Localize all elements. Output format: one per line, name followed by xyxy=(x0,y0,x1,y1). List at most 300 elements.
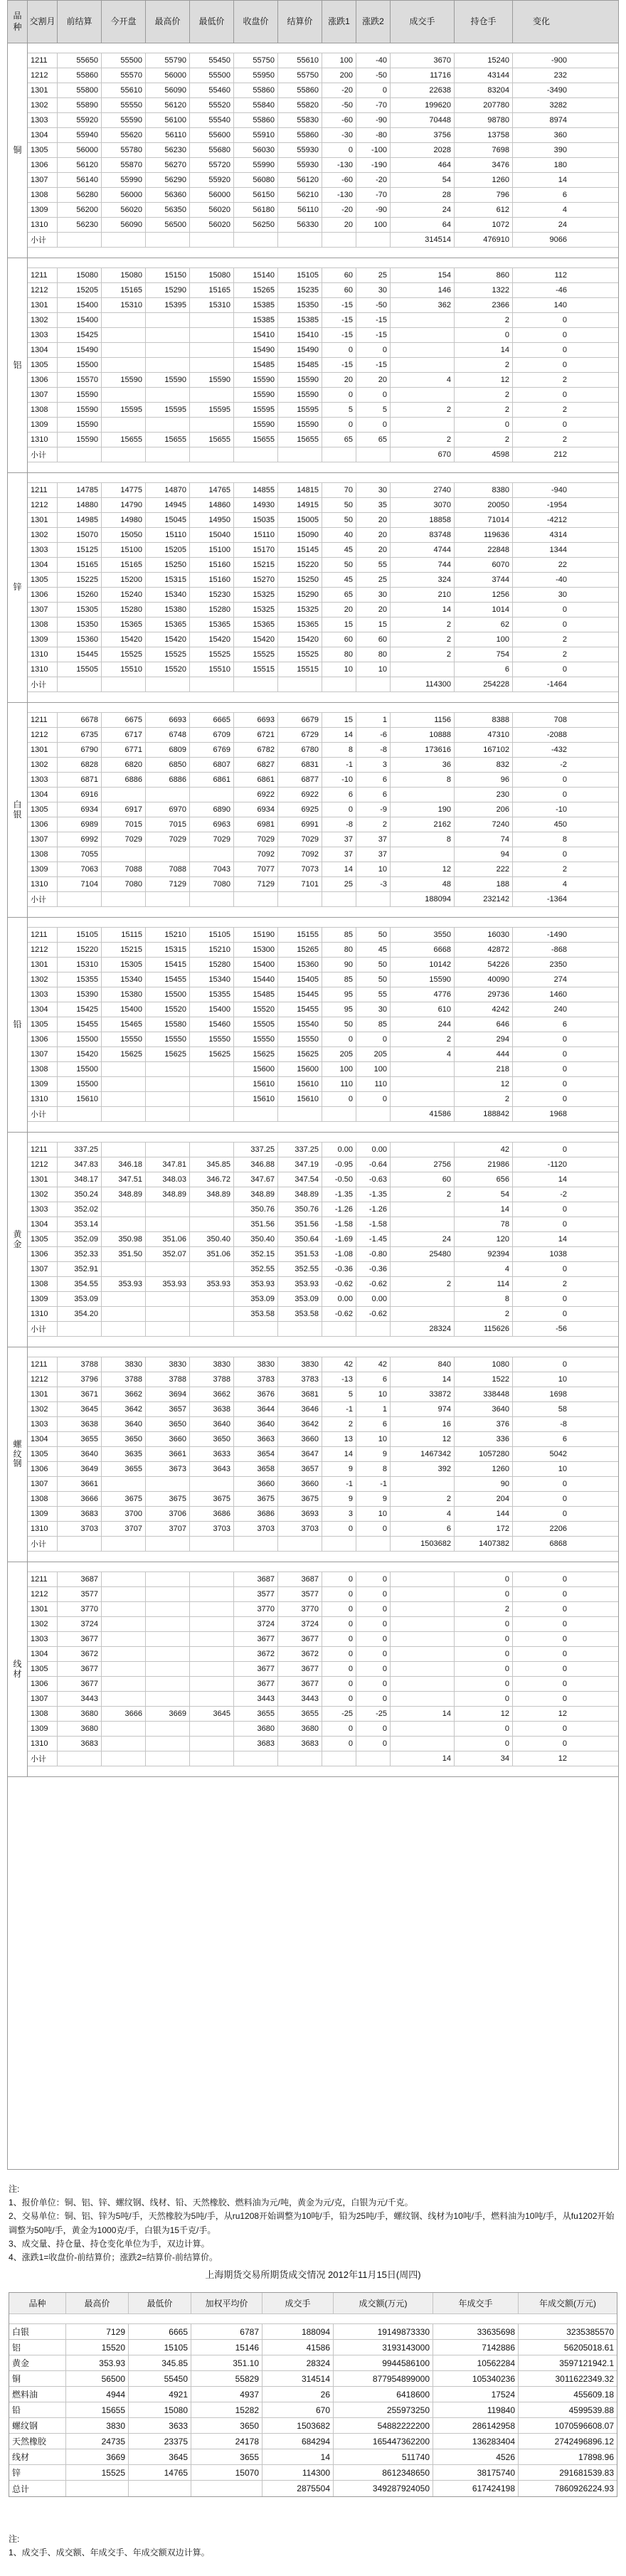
table-cell: 6709 xyxy=(190,728,234,742)
table-cell: 0 xyxy=(455,1722,513,1736)
table-cell: 188094 xyxy=(391,892,455,906)
table-cell xyxy=(102,1692,146,1706)
table-row xyxy=(28,1617,618,1632)
table-cell xyxy=(234,447,278,462)
spacer-row xyxy=(28,1337,618,1347)
table-cell: 24 xyxy=(391,203,455,217)
table-cell: 392 xyxy=(391,1462,455,1476)
column-header: 涨跌2 xyxy=(356,1,391,43)
table-cell: 612 xyxy=(455,203,513,217)
summary-cell: 铜 xyxy=(9,2371,66,2386)
table-cell xyxy=(278,1107,322,1121)
table-cell: 15590 xyxy=(58,433,102,447)
table-cell: 1309 xyxy=(28,203,58,217)
table-cell: 12 xyxy=(558,1710,567,1718)
table-cell: 1306 xyxy=(28,817,58,832)
table-cell: 1307 xyxy=(28,832,58,847)
table-cell: 2 xyxy=(356,817,391,832)
table-cell: 15355 xyxy=(58,972,102,987)
table-cell: 20 xyxy=(356,543,391,557)
summary-cell xyxy=(191,2481,262,2496)
table-cell: 351.50 xyxy=(102,1247,146,1261)
table-cell: 15590 xyxy=(391,972,455,987)
table-cell: 1211 xyxy=(28,53,58,68)
table-cell: 347.81 xyxy=(146,1157,190,1172)
table-cell: 1309 xyxy=(28,418,58,432)
table-cell: 15420 xyxy=(146,632,190,647)
spacer-row xyxy=(28,1766,618,1776)
table-cell: 324 xyxy=(391,573,455,587)
table-row xyxy=(28,173,618,188)
table-cell: 1301 xyxy=(28,743,58,757)
table-cell: 3657 xyxy=(278,1462,322,1476)
table-cell: 3672 xyxy=(58,1647,102,1661)
table-cell: 15490 xyxy=(234,343,278,357)
table-cell: 350.40 xyxy=(234,1232,278,1246)
summary-cell: 8612348650 xyxy=(334,2465,433,2480)
summary-cell: 4937 xyxy=(191,2387,262,2402)
table-cell: 47310 xyxy=(455,728,513,742)
table-cell: 119636 xyxy=(455,528,513,542)
table-cell: 4 xyxy=(562,880,567,889)
table-cell: 71014 xyxy=(455,513,513,527)
table-cell: 353.14 xyxy=(58,1217,102,1231)
table-cell: 15460 xyxy=(190,1017,234,1032)
table-cell: 55620 xyxy=(102,128,146,142)
table-cell xyxy=(190,1722,234,1736)
table-cell: 0 xyxy=(562,790,567,799)
table-cell: 7063 xyxy=(58,862,102,876)
table-cell: 3724 xyxy=(58,1617,102,1631)
table-cell xyxy=(391,1262,455,1276)
table-cell: 15550 xyxy=(190,1032,234,1046)
table-row xyxy=(28,1632,618,1647)
table-cell: 30 xyxy=(356,483,391,497)
table-cell: 14 xyxy=(558,1175,567,1184)
table-cell: 353.93 xyxy=(234,1277,278,1291)
table-cell: -1.69 xyxy=(322,1232,356,1246)
table-cell: 3693 xyxy=(278,1507,322,1521)
summary-cell: 1503682 xyxy=(262,2418,334,2433)
product-section xyxy=(8,1562,618,1777)
products-container xyxy=(8,43,618,1777)
table-cell: 1307 xyxy=(28,603,58,617)
table-cell: 222 xyxy=(455,862,513,876)
table-cell: 35 xyxy=(356,498,391,512)
table-row xyxy=(28,143,618,158)
table-row xyxy=(28,1172,618,1187)
table-cell xyxy=(391,1077,455,1091)
summary-cell: 燃料油 xyxy=(9,2387,66,2402)
table-cell: 45 xyxy=(356,943,391,957)
table-cell xyxy=(146,1322,190,1336)
table-cell xyxy=(190,1292,234,1306)
table-cell xyxy=(391,1677,455,1691)
table-cell: 10 xyxy=(356,1432,391,1446)
table-cell: 74 xyxy=(455,832,513,847)
table-cell: 2162 xyxy=(391,817,455,832)
table-cell: 15595 xyxy=(278,403,322,417)
summary-row xyxy=(9,2418,617,2434)
table-cell xyxy=(190,1322,234,1336)
table-cell: 15305 xyxy=(58,603,102,617)
table-cell: 14 xyxy=(558,176,567,184)
table-cell: -60 xyxy=(322,113,356,127)
table-cell: 41586 xyxy=(391,1107,455,1121)
table-cell: 6871 xyxy=(58,773,102,787)
summary-cell: 314514 xyxy=(262,2371,334,2386)
table-cell: 1302 xyxy=(28,758,58,772)
table-cell: 25480 xyxy=(391,1247,455,1261)
summary-cell: 4944 xyxy=(66,2387,129,2402)
table-cell xyxy=(146,1092,190,1106)
table-cell: 15590 xyxy=(190,373,234,387)
table-cell: 1305 xyxy=(28,358,58,372)
table-cell: 1212 xyxy=(28,1372,58,1387)
table-cell: 6 xyxy=(356,1417,391,1431)
table-cell: 0 xyxy=(322,418,356,432)
table-cell: 3788 xyxy=(58,1357,102,1372)
table-cell: 15100 xyxy=(102,543,146,557)
table-cell xyxy=(190,1647,234,1661)
table-cell: 6991 xyxy=(278,817,322,832)
table-cell xyxy=(391,1587,455,1601)
table-cell: 3677 xyxy=(58,1677,102,1691)
table-cell: 0 xyxy=(562,1295,567,1303)
table-cell: 2 xyxy=(562,865,567,874)
table-cell: 6 xyxy=(356,773,391,787)
table-cell: 15050 xyxy=(102,528,146,542)
table-cell: 56020 xyxy=(102,203,146,217)
table-cell: 1306 xyxy=(28,1032,58,1046)
table-cell: -2088 xyxy=(546,731,567,739)
table-cell: 3645 xyxy=(58,1402,102,1416)
table-cell: 85 xyxy=(322,972,356,987)
table-row xyxy=(28,1462,618,1477)
table-cell: 1307 xyxy=(28,1477,58,1491)
spacer-row xyxy=(28,43,618,53)
table-cell: 3675 xyxy=(146,1492,190,1506)
table-cell: 1309 xyxy=(28,1507,58,1521)
table-cell: 10 xyxy=(558,1375,567,1384)
table-cell: 20 xyxy=(356,373,391,387)
table-cell: 1305 xyxy=(28,1017,58,1032)
table-row xyxy=(28,558,618,573)
table-cell: 3683 xyxy=(58,1737,102,1751)
table-cell: 0.00 xyxy=(356,1292,391,1306)
table-cell: 15380 xyxy=(102,987,146,1002)
table-cell: 1309 xyxy=(28,862,58,876)
table-cell: 15610 xyxy=(278,1092,322,1106)
table-cell xyxy=(146,1477,190,1491)
table-cell: 3660 xyxy=(234,1477,278,1491)
table-cell: 60 xyxy=(322,283,356,297)
table-cell: 6890 xyxy=(190,802,234,817)
table-cell: 9 xyxy=(322,1462,356,1476)
table-cell: 55860 xyxy=(234,83,278,97)
table-row xyxy=(28,1387,618,1402)
table-cell: 0 xyxy=(562,1510,567,1518)
summary-cell: 55829 xyxy=(191,2371,262,2386)
table-cell: 3706 xyxy=(146,1507,190,1521)
summary-cell: 3830 xyxy=(66,2418,129,2433)
summary-cell: 684294 xyxy=(262,2434,334,2449)
table-cell: 1310 xyxy=(28,662,58,677)
table-row xyxy=(28,1157,618,1172)
table-cell: 15520 xyxy=(146,1002,190,1017)
table-cell: 0 xyxy=(322,1587,356,1601)
table-cell: 55930 xyxy=(278,143,322,157)
table-row xyxy=(28,1677,618,1692)
summary-row xyxy=(9,2434,617,2449)
table-row xyxy=(28,83,618,98)
table-cell: 3677 xyxy=(58,1662,102,1676)
table-row xyxy=(28,788,618,802)
table-cell xyxy=(190,1202,234,1217)
table-cell xyxy=(190,1307,234,1321)
table-cell: 55990 xyxy=(234,158,278,172)
table-cell: 15625 xyxy=(146,1047,190,1061)
table-row xyxy=(28,1187,618,1202)
summary-row xyxy=(9,2324,617,2340)
table-cell: 2 xyxy=(562,650,567,659)
table-cell: 1310 xyxy=(28,647,58,662)
table-cell xyxy=(278,447,322,462)
product-section xyxy=(8,43,618,258)
table-row xyxy=(28,832,618,847)
table-cell: 708 xyxy=(553,716,567,724)
table-cell: 7101 xyxy=(278,877,322,891)
table-cell: 20050 xyxy=(455,498,513,512)
table-cell: 100 xyxy=(356,1062,391,1076)
table-cell: -0.64 xyxy=(356,1157,391,1172)
table-cell: 15070 xyxy=(58,528,102,542)
table-cell: 56280 xyxy=(58,188,102,202)
table-cell: 0 xyxy=(356,1092,391,1106)
table-cell: 3649 xyxy=(58,1462,102,1476)
table-cell: 92394 xyxy=(455,1247,513,1261)
table-cell: 188 xyxy=(455,877,513,891)
table-cell xyxy=(102,1202,146,1217)
table-cell: 34 xyxy=(455,1751,513,1766)
table-cell: 6721 xyxy=(234,728,278,742)
notes-section xyxy=(9,2183,617,2264)
table-cell: 55680 xyxy=(190,143,234,157)
table-cell xyxy=(391,1632,455,1646)
table-cell xyxy=(146,1307,190,1321)
product-section xyxy=(8,258,618,473)
table-cell xyxy=(356,677,391,691)
table-row xyxy=(28,513,618,528)
summary-cell: 4921 xyxy=(129,2387,191,2402)
table-cell: 3703 xyxy=(234,1522,278,1536)
table-cell: 6693 xyxy=(234,713,278,727)
table-cell: 1301 xyxy=(28,83,58,97)
table-cell: 0 xyxy=(322,343,356,357)
table-cell: 1212 xyxy=(28,1157,58,1172)
table-cell: 15580 xyxy=(146,1017,190,1032)
table-cell: 6989 xyxy=(58,817,102,832)
table-cell: 1304 xyxy=(28,1432,58,1446)
table-cell: 3677 xyxy=(234,1632,278,1646)
table-cell xyxy=(322,233,356,247)
table-cell: -1120 xyxy=(547,1160,567,1169)
table-cell: 15610 xyxy=(278,1077,322,1091)
table-cell: 56230 xyxy=(58,218,102,232)
table-row xyxy=(28,817,618,832)
table-cell: 9066 xyxy=(549,235,567,244)
table-cell xyxy=(391,1572,455,1586)
table-cell: 1212 xyxy=(28,68,58,83)
footnote-line: 1、成交手、成交额、年成交手、年成交额双边计算。 xyxy=(9,2548,210,2558)
table-cell: 204 xyxy=(455,1492,513,1506)
table-row xyxy=(28,203,618,218)
table-cell: 120 xyxy=(455,1232,513,1246)
table-cell: 15210 xyxy=(146,928,190,942)
table-cell: 15405 xyxy=(278,972,322,987)
table-cell: 1310 xyxy=(28,218,58,232)
table-cell: 14860 xyxy=(190,498,234,512)
table-cell: 8 xyxy=(356,1462,391,1476)
table-cell: 6 xyxy=(391,1522,455,1536)
table-cell xyxy=(391,328,455,342)
table-cell: 20 xyxy=(356,528,391,542)
table-cell: 3756 xyxy=(391,128,455,142)
table-cell: 70448 xyxy=(391,113,455,127)
summary-column-header: 成交手 xyxy=(262,2293,334,2313)
table-row xyxy=(28,418,618,433)
table-cell: 15390 xyxy=(58,987,102,1002)
table-cell xyxy=(190,1751,234,1766)
table-row xyxy=(28,1017,618,1032)
table-cell: 444 xyxy=(455,1047,513,1061)
table-cell: 3282 xyxy=(549,101,567,110)
table-cell: 55520 xyxy=(190,98,234,112)
table-cell: 15280 xyxy=(190,958,234,972)
table-cell: 15340 xyxy=(146,588,190,602)
table-cell: -70 xyxy=(356,98,391,112)
column-header: 前结算 xyxy=(58,1,102,43)
table-cell: 348.89 xyxy=(278,1187,322,1202)
table-cell: 0 xyxy=(562,1665,567,1673)
table-cell xyxy=(102,1307,146,1321)
table-cell xyxy=(58,233,102,247)
table-cell: 232142 xyxy=(455,892,513,906)
table-cell: 3070 xyxy=(391,498,455,512)
table-cell: 0 xyxy=(562,1590,567,1599)
table-row xyxy=(28,403,618,418)
table-cell: 218 xyxy=(455,1062,513,1076)
table-cell: 6717 xyxy=(102,728,146,742)
table-cell xyxy=(190,358,234,372)
table-cell: 15115 xyxy=(102,928,146,942)
table-cell: 56120 xyxy=(278,173,322,187)
table-cell: 346.88 xyxy=(234,1157,278,1172)
table-cell: 0 xyxy=(356,343,391,357)
table-cell: 8380 xyxy=(455,483,513,497)
table-cell: 25 xyxy=(322,877,356,891)
table-cell: 15625 xyxy=(102,1047,146,1061)
table-cell: 14930 xyxy=(234,498,278,512)
table-cell xyxy=(322,447,356,462)
table-cell: 1304 xyxy=(28,1002,58,1017)
table-cell: 345.85 xyxy=(190,1157,234,1172)
table-cell xyxy=(190,313,234,327)
table-cell: 16 xyxy=(391,1417,455,1431)
table-cell: 353.93 xyxy=(146,1277,190,1291)
table-row xyxy=(28,53,618,68)
table-cell: 40 xyxy=(322,528,356,542)
table-cell: 350.76 xyxy=(234,1202,278,1217)
table-cell: 3658 xyxy=(234,1462,278,1476)
summary-column-header: 加权平均价 xyxy=(191,2293,262,2313)
table-cell xyxy=(146,1677,190,1691)
table-cell: 3676 xyxy=(234,1387,278,1401)
table-cell: 350.24 xyxy=(58,1187,102,1202)
summary-cell: 线材 xyxy=(9,2449,66,2464)
table-cell: 100 xyxy=(356,218,391,232)
table-cell xyxy=(391,1292,455,1306)
table-cell: -1 xyxy=(322,1402,356,1416)
table-cell: -30 xyxy=(322,128,356,142)
summary-cell: 3669 xyxy=(66,2449,129,2464)
table-cell: 346.72 xyxy=(190,1172,234,1187)
summary-cell: 15070 xyxy=(191,2465,262,2480)
table-cell: 3443 xyxy=(234,1692,278,1706)
table-cell xyxy=(322,1751,356,1766)
table-cell: 15 xyxy=(322,618,356,632)
table-cell: -15 xyxy=(356,358,391,372)
table-cell: 15655 xyxy=(190,433,234,447)
table-cell: 3655 xyxy=(102,1462,146,1476)
table-cell: 146 xyxy=(391,283,455,297)
table-cell: 55950 xyxy=(234,68,278,83)
summary-row xyxy=(9,2355,617,2371)
table-cell xyxy=(146,418,190,432)
table-cell: 15485 xyxy=(234,358,278,372)
table-cell: 65 xyxy=(322,433,356,447)
spacer-row xyxy=(28,1347,618,1357)
summary-row xyxy=(9,2465,617,2481)
table-cell: 3677 xyxy=(278,1662,322,1676)
table-cell: 15230 xyxy=(190,588,234,602)
table-cell: 60 xyxy=(322,632,356,647)
table-cell: 2 xyxy=(455,313,513,327)
table-cell: 3788 xyxy=(146,1372,190,1387)
summary-cell xyxy=(129,2481,191,2496)
table-cell: 55450 xyxy=(190,53,234,68)
table-cell: 55570 xyxy=(102,68,146,83)
summary-cell: 6665 xyxy=(129,2324,191,2339)
table-cell: 56080 xyxy=(234,173,278,187)
table-cell xyxy=(102,1077,146,1091)
table-cell xyxy=(356,892,391,906)
table-cell: 3650 xyxy=(102,1432,146,1446)
table-cell: 12 xyxy=(455,373,513,387)
summary-cell: 19149873330 xyxy=(334,2324,433,2339)
table-cell: 55550 xyxy=(102,98,146,112)
table-cell: 5 xyxy=(322,403,356,417)
table-cell: 0 xyxy=(322,1677,356,1691)
summary-cell: 17898.96 xyxy=(578,2452,614,2462)
product-name: 铜 xyxy=(8,43,28,258)
product-section xyxy=(8,473,618,703)
table-cell: 354.20 xyxy=(58,1307,102,1321)
table-cell: 12 xyxy=(391,1432,455,1446)
table-cell: 15 xyxy=(356,618,391,632)
table-cell xyxy=(234,233,278,247)
table-cell xyxy=(146,1662,190,1676)
